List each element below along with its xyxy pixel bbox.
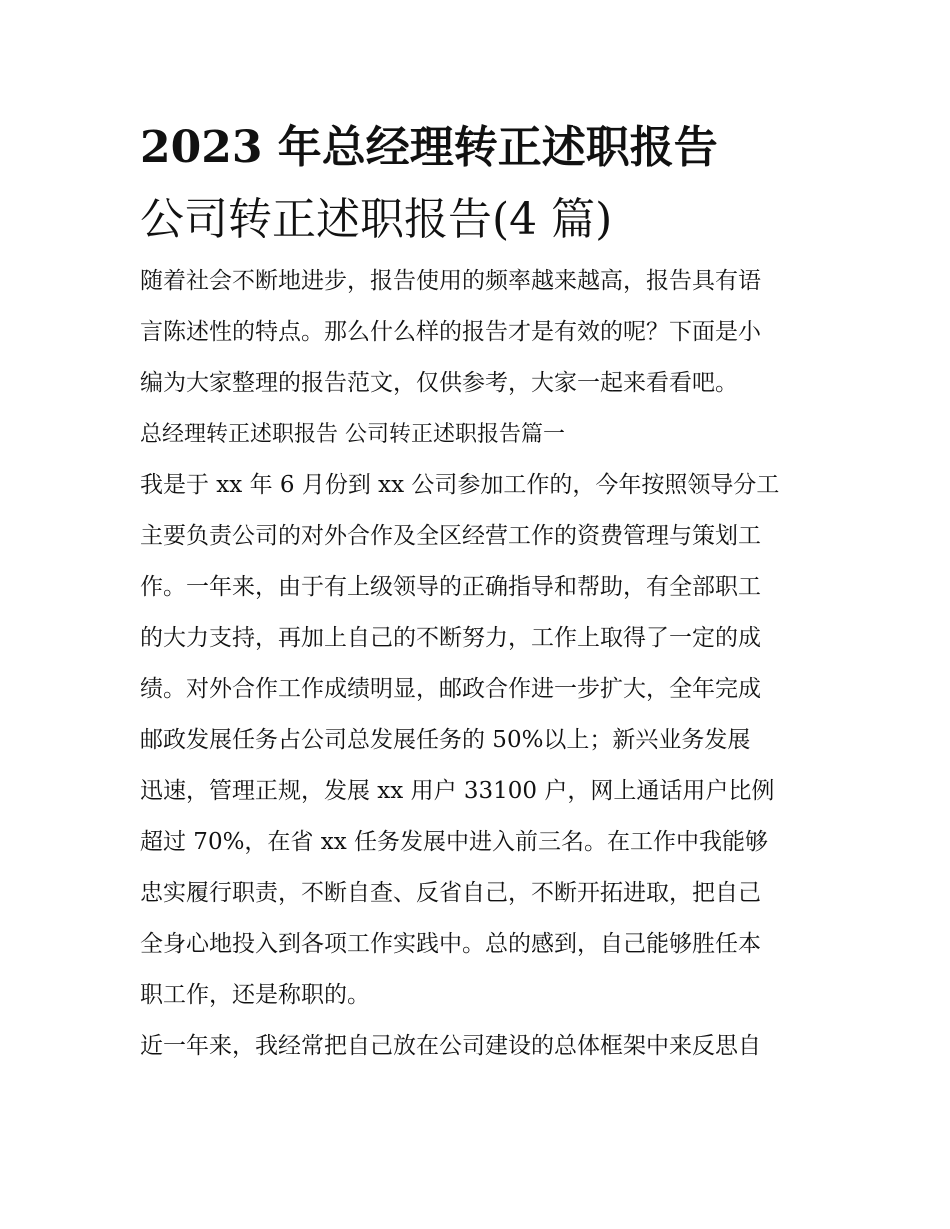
body-line: 的大力支持，再加上自己的不断努力，工作上取得了一定的成 bbox=[140, 625, 761, 651]
section-heading: 总经理转正述职报告 公司转正述职报告篇一 bbox=[140, 422, 565, 447]
body-line: 近一年来，我经常把自己放在公司建设的总体框架中来反思自 bbox=[140, 1033, 761, 1059]
intro-line: 言陈述性的特点。那么什么样的报告才是有效的呢？下面是小 bbox=[140, 319, 761, 345]
document-title-line-2: 公司转正述职报告(4 篇) bbox=[140, 194, 613, 245]
document-title-line-1: 2023 年总经理转正述职报告 bbox=[140, 122, 718, 173]
intro-paragraph bbox=[140, 256, 815, 409]
body-line: 忠实履行职责，不断自查、反省自己，不断开拓进取，把自己 bbox=[140, 880, 761, 906]
intro-line: 随着社会不断地进步，报告使用的频率越来越高，报告具有语 bbox=[140, 268, 761, 294]
body-line: 职工作，还是称职的。 bbox=[140, 982, 370, 1008]
body-line: 作。一年来，由于有上级领导的正确指导和帮助，有全部职工 bbox=[140, 574, 761, 600]
body-paragraph-1 bbox=[140, 460, 815, 1021]
body-line: 全身心地投入到各项工作实践中。总的感到，自己能够胜任本 bbox=[140, 931, 761, 957]
document-content bbox=[140, 112, 815, 1072]
body-paragraph-2 bbox=[140, 1021, 815, 1072]
body-line: 邮政发展任务占公司总发展任务的 50%以上；新兴业务发展 bbox=[140, 727, 751, 753]
body-line: 我是于 xx 年 6 月份到 xx 公司参加工作的，今年按照领导分工 bbox=[140, 472, 780, 498]
body-line: 迅速，管理正规，发展 xx 用户 33100 户，网上通话用户比例 bbox=[140, 778, 775, 804]
body-line: 绩。对外合作工作成绩明显，邮政合作进一步扩大，全年完成 bbox=[140, 676, 761, 702]
body-line: 超过 70%，在省 xx 任务发展中进入前三名。在工作中我能够 bbox=[140, 829, 768, 855]
intro-line: 编为大家整理的报告范文，仅供参考，大家一起来看看吧。 bbox=[140, 370, 738, 396]
body-line: 主要负责公司的对外合作及全区经营工作的资费管理与策划工 bbox=[140, 523, 761, 549]
